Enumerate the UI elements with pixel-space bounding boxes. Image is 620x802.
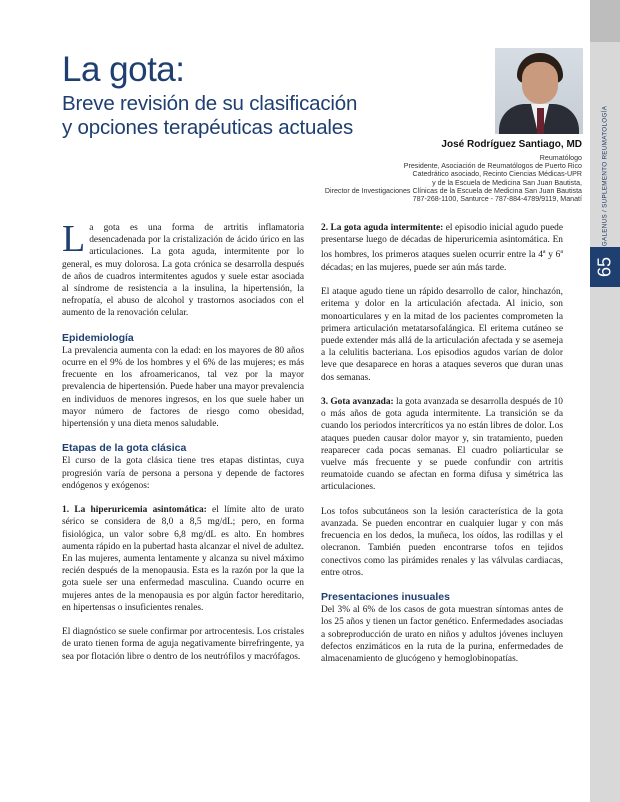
section-heading-presentaciones: Presentaciones inusuales bbox=[321, 591, 450, 604]
running-head-text: GALENUS / SUPLEMENTO REUMATOLOGÍA bbox=[601, 105, 609, 247]
author-name: José Rodríguez Santiago, MD bbox=[441, 139, 582, 150]
stage-3-paragraph: 3. Gota avanzada: la gota avanzada se desarrolla después de 10 o más años de gota aguda intermitente. La transición se da cuando los periodos intercríticos ya no están libres de dolor. Los ataques pueden causar dolor mayor y, sin tratamiento, pueden reaparecer cada pocas semanas. El cuadro poliarticular se vuelve más frecuente y se puede confundir con artritis reumatoide cuando se afectan en forma difusa y simétrica las articulaciones. bbox=[321, 396, 563, 493]
page-number-box bbox=[590, 247, 620, 287]
paragraph: El ataque agudo tiene un rápido desarrollo de calor, hinchazón, eritema y dolor en la articulación afectada. Al inicio, son monoarticulares y en la mitad de los pacientes comprometen la primera articulación metatarsofalángica. El eritema cutáneo se puede extender más allá de la articulación afectada y se asemeja a la celulitis bacteriana. Los episodios agudos varían de dolor leve que desaparece en horas a ataques severos que duran unas dos semanas. bbox=[321, 287, 563, 383]
stage-3-label: 3. Gota avanzada: bbox=[321, 396, 394, 407]
affiliation-line: 787-268-1100, Santurce - 787-884-4789/9119, Manatí bbox=[412, 195, 582, 204]
article-title: La gota: bbox=[62, 50, 185, 89]
body-column-right bbox=[321, 222, 563, 665]
affiliation-line: Presidente, Asociación de Reumatólogos de Puerto Rico bbox=[403, 162, 582, 171]
affiliation-line: Director de Investigaciones Clínicas de la Escuela de Medicina San Juan Bautista bbox=[324, 186, 582, 195]
section-heading-epidemiologia: Epidemiología bbox=[62, 331, 134, 344]
affiliation-line: Catedrático asociado, Recinto Ciencias Médicas-UPR bbox=[412, 170, 582, 179]
paragraph: Del 3% al 6% de los casos de gota muestran síntomas antes de los 25 años y tienen un factor genético. Enfermedades asociadas a sobreproducción de urato en niños y adultos jóvenes incluyen defectos enzimáticos en la ruta de la purina, enfermedades de almacenamiento de glucógeno y hemoglobinopatías. bbox=[321, 605, 563, 664]
subtitle-line: y opciones terapéuticas actuales bbox=[62, 116, 354, 139]
page-number: 65 bbox=[594, 256, 615, 278]
author-affiliation bbox=[240, 154, 582, 203]
stage-2-label: 2. La gota aguda intermitente: bbox=[321, 223, 444, 233]
paragraph: La prevalencia aumenta con la edad: en los mayores de 80 años ocurre en el 9% de los hombres y el 6% de las mujeres; es más frecuente en los afroamericanos, tal vez por la mayor prevalencia de hipertensión. Puede haber una mayor prevalencia en individuos de menores ingresos, en los que suele haber un mayor número de factores de riesgo como obesidad, hipertensión y una dieta menos saludable. bbox=[62, 345, 304, 430]
section-heading-etapas: Etapas de la gota clásica bbox=[62, 442, 187, 455]
drop-cap: L bbox=[62, 218, 86, 260]
paragraph: El curso de la gota clásica tiene tres etapas distintas, cuya progresión varía de persona a persona y depende de factores endógenos y exógenos: bbox=[62, 456, 304, 491]
stage-2-paragraph: 2. La gota aguda intermitente: el episodio inicial agudo puede presentarse luego de décadas de hiperuricemia asintomática. En los hombres, los primeros ataques suelen ocurrir entre la 4$^a$ y 6$^a$ décadas; en las mujeres, puede ser aún más tarde. bbox=[321, 223, 564, 273]
article-subtitle bbox=[62, 92, 357, 140]
stage-1-label: 1. La hiperuricemia asintomática: bbox=[62, 505, 207, 516]
subtitle-line: Breve revisión de su clasificación bbox=[62, 92, 358, 115]
author-photo bbox=[495, 48, 583, 134]
affiliation-line: Reumatólogo bbox=[539, 154, 582, 162]
side-strip-top bbox=[590, 0, 620, 42]
paragraph: Los tofos subcutáneos son la lesión característica de la gota avanzada. Se pueden encontrar en cualquier lugar y con más frecuencia en los dedos, la muñeca, los oídos, las rodillas y el olecranon. También pueden encontrarse tofos en tejidos conectivos como las pirámides renales y las válvulas cardiacas, entre otros. bbox=[321, 506, 563, 578]
paragraph: El diagnóstico se suele confirmar por artrocentesis. Los cristales de urato tienen forma de aguja negativamente birrefringente, ya sea por flotación libre o dentro de los neutrófilos y macrófagos. bbox=[62, 627, 304, 662]
affiliation-line: y de la Escuela de Medicina San Juan Bautista, bbox=[432, 178, 582, 187]
stage-1-paragraph: 1. La hiperuricemia asintomática: el límite alto de urato sérico se considera de 8,0 a 8,5 mg/dL; pero, en forma fisiológica, un valor sobre 6,8 mg/dL es alto. En hombres aumenta rápido en la pubertad hasta alcanzar el nivel de adultez. En las mujeres, aumenta lentamente y alcanza su nivel máximo recién después de la menopausia. Esta es la razón por la que la gota suele ser una enfermedad masculina. Cuando ocurre en mujeres antes de la menopausia es por algún factor hereditario, en hipertensas o insuficientes renales. bbox=[62, 505, 304, 613]
body-column-left bbox=[62, 218, 304, 663]
intro-paragraph: La gota es una forma de artritis inflamatoria desencadenada por la cristalización de ácido úrico en las articulaciones. La gota aguda, intermitente por lo general, es muy dolorosa. La gota crónica se desarrolla después de años de cuadros intermitentes agudos y suele estar asociada al síndrome de resistencia a la insulina, la hipertensión, la nefropatía, el abuso de alcohol y trastornos asociados con el aumento de la renovación celular. bbox=[62, 218, 304, 319]
running-head bbox=[594, 96, 616, 256]
